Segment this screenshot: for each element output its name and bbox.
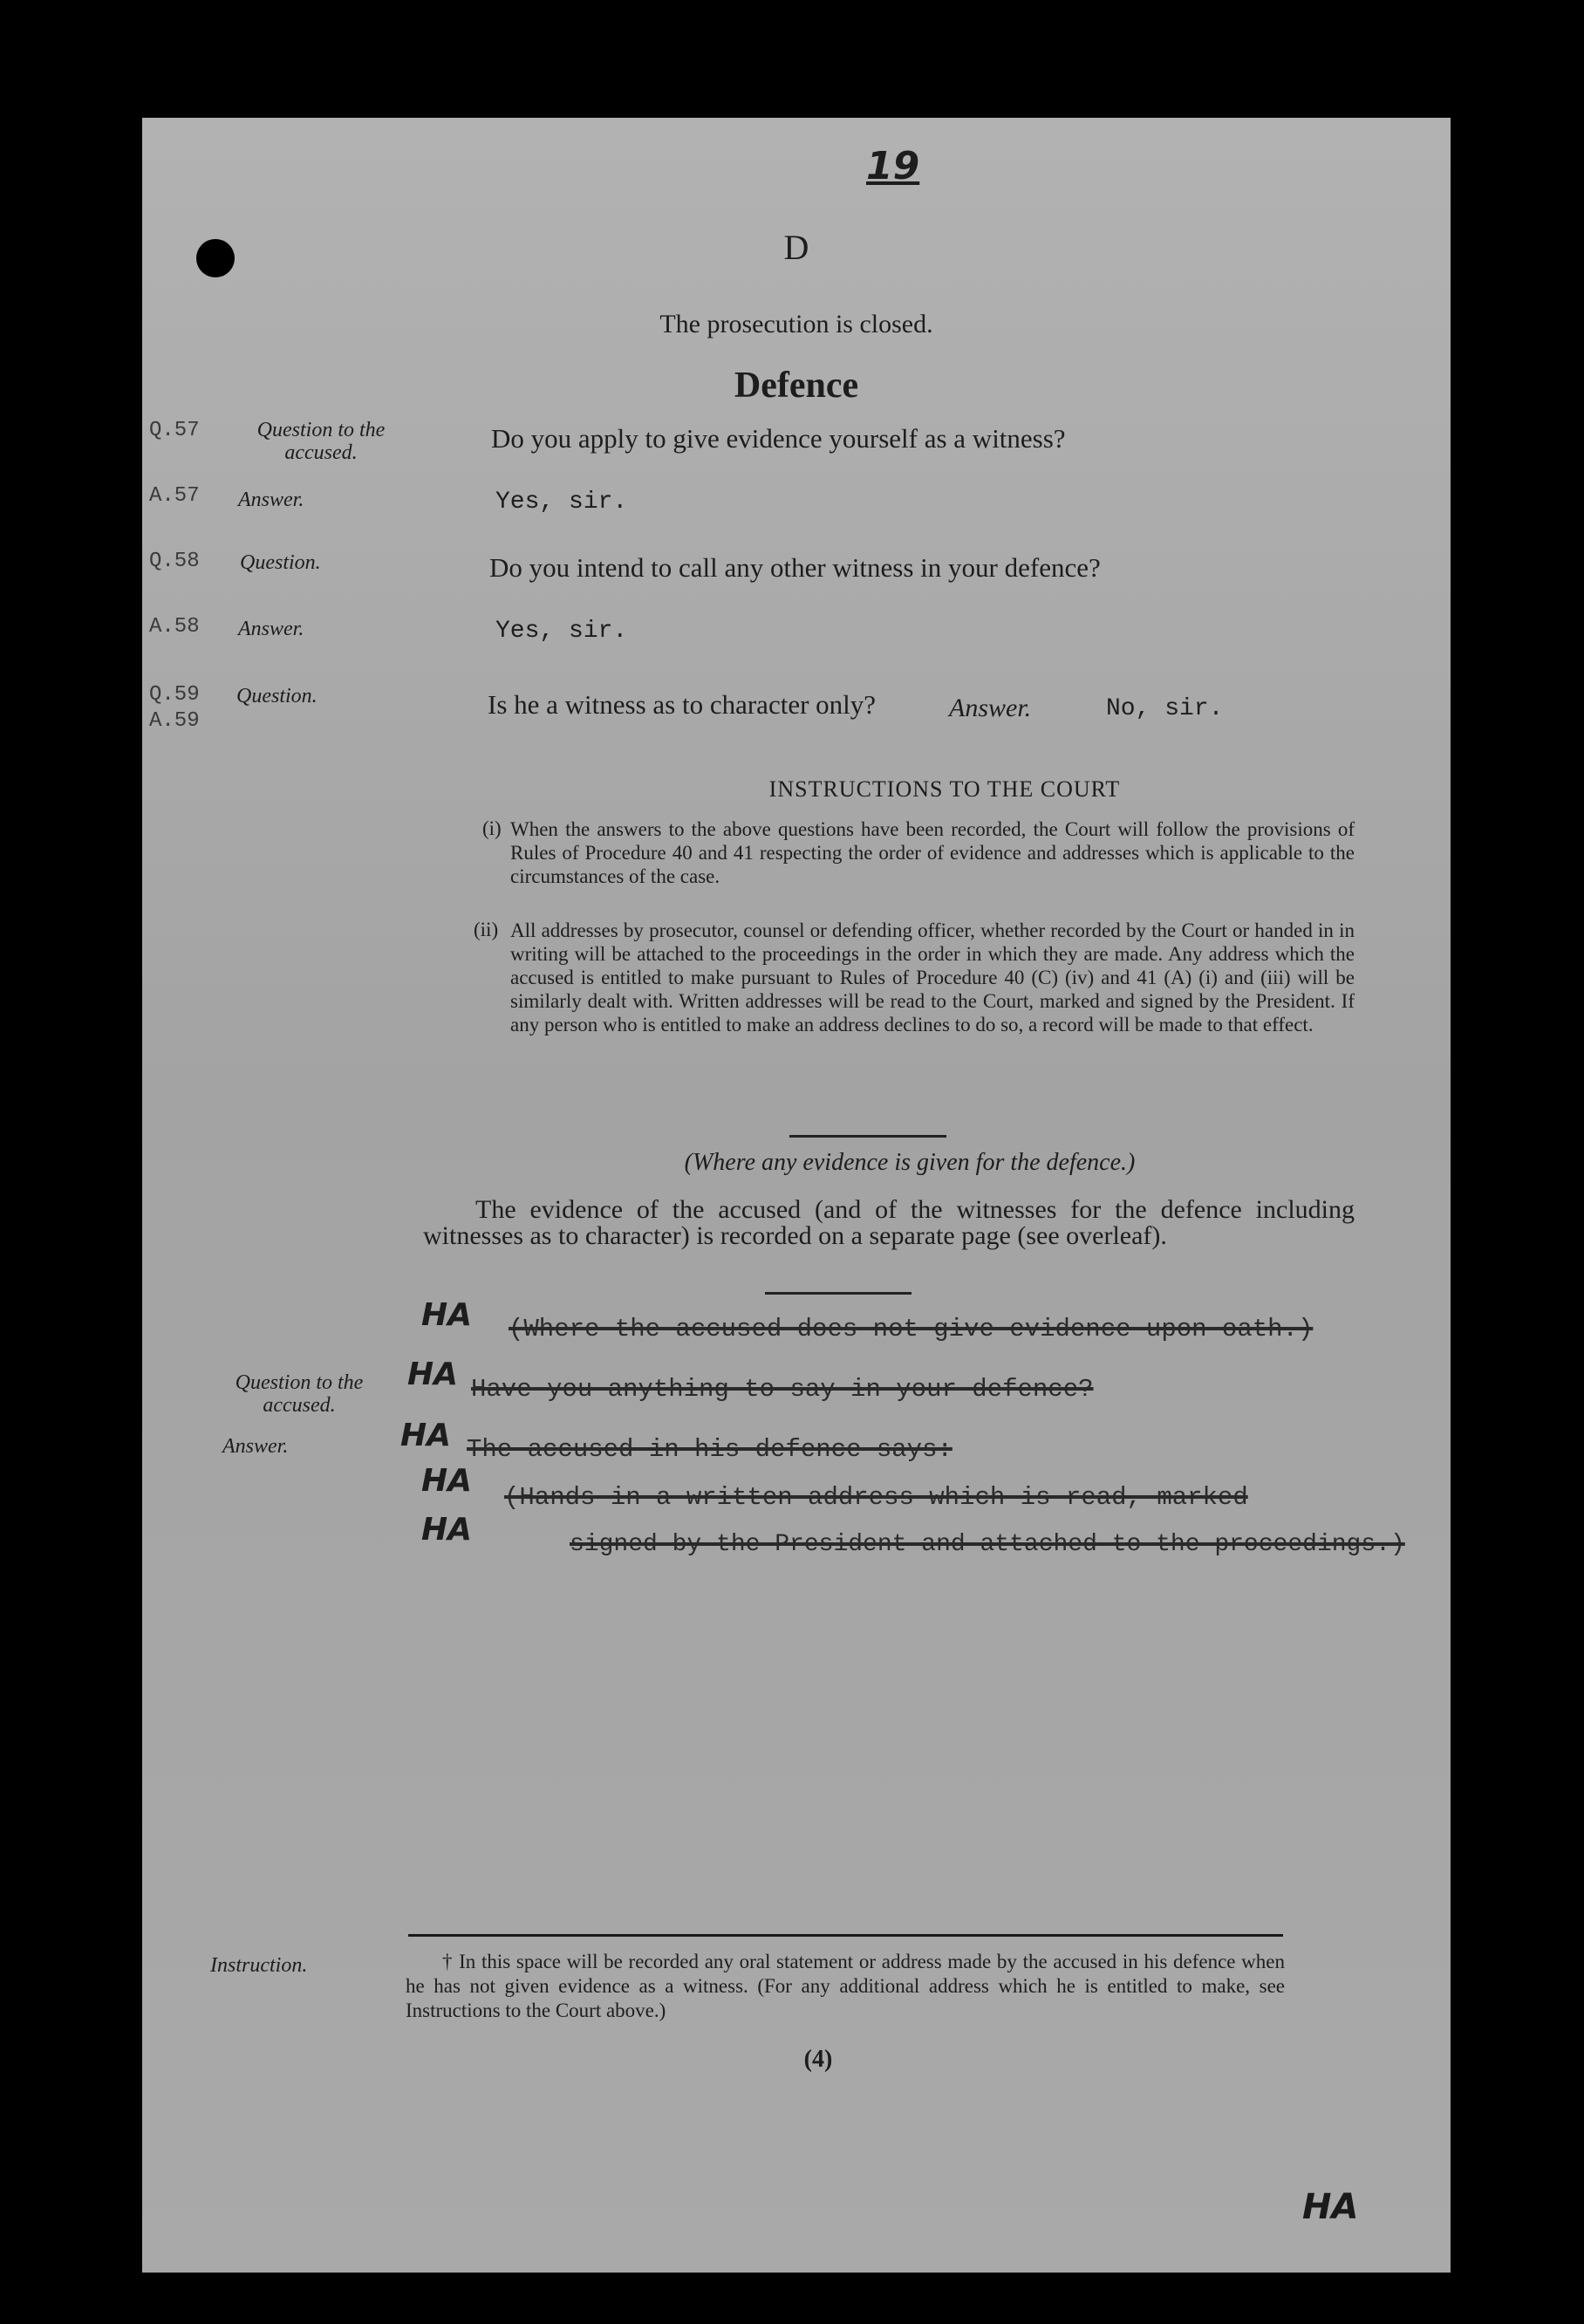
q58-text: Do you intend to call any other witness in your defence? (489, 552, 1101, 583)
a58-text: Yes, sir. (495, 618, 628, 645)
struck-line-5: signed by the President and attached to the proceedings.) (570, 1531, 1405, 1558)
handwritten-page-number: 19 (866, 144, 920, 188)
document-page (142, 118, 1451, 2273)
a57-ref: A.57 (149, 484, 200, 508)
bottom-handwritten-initials: HA (1302, 2187, 1359, 2227)
instruction-2-text: All addresses by prosecutor, counsel or defending officer, whether recorded by the Court or handed in in writing will be attached to the proceedings in the order in which they are made. Any address which the accused is entitled to make pursuant to Rules of Procedure 40 (C) (iv) and 41 (A) (i) and (iii) will be similarly dealt with. Written addresses will be read to the Court, marked and signed by the President. If any person who is entitled to make an address declines to do so, a record will be made to that effect. (510, 919, 1355, 1036)
q59-label: Question. (236, 685, 317, 707)
instruction-2-num: (ii) (474, 919, 499, 940)
q58-ref: Q.58 (149, 550, 200, 573)
section-letter: D (783, 228, 809, 267)
divider-rule-2 (765, 1292, 911, 1295)
footer-instruction-label: Instruction. (210, 1954, 308, 1977)
a57-label: Answer. (238, 489, 304, 511)
struck-margin-label-2: Answer. (222, 1435, 289, 1458)
q58-label: Question. (240, 551, 321, 574)
page-number: (4) (803, 2046, 833, 2073)
instruction-2 (474, 919, 1355, 1036)
instruction-1-text: When the answers to the above questions have been recorded, the Court will follow the provisions of Rules of Procedure 40 and 41 respecting the order of evidence and addresses which is applicable to the circumstances of the case. (510, 818, 1355, 887)
struck-line-3: The accused in his defence says: (467, 1435, 952, 1464)
a57-text: Yes, sir. (495, 489, 628, 516)
instruction-1 (482, 817, 1355, 888)
handwritten-initials: HA (421, 1512, 472, 1548)
q59-ref: Q.59 (149, 683, 200, 707)
handwritten-initials: HA (400, 1418, 451, 1453)
divider-rule (789, 1135, 946, 1138)
defence-evidence-text: The evidence of the accused (and of the witnesses for the defence including witnesses as to character) is recorded on a separate page (see overleaf). (423, 1195, 1355, 1250)
instructions-title: INSTRUCTIONS TO THE COURT (768, 776, 1121, 802)
a59-ref: A.59 (149, 709, 200, 733)
struck-line-4: (Hands in a written address which is read, marked (504, 1483, 1248, 1512)
q59-answer: No, sir. (1106, 695, 1224, 722)
struck-margin-label-1: Question to the accused. (235, 1371, 364, 1417)
q59-text: Is he a witness as to character only? (488, 689, 877, 720)
handwritten-initials: HA (421, 1463, 472, 1499)
defence-evidence-heading: (Where any evidence is given for the defence.) (684, 1149, 1136, 1176)
instruction-1-num: (i) (482, 817, 502, 839)
handwritten-initials: HA (407, 1357, 458, 1392)
q57-ref: Q.57 (149, 419, 200, 442)
handwritten-initials: HA (421, 1297, 472, 1333)
q59-answer-label: Answer. (949, 694, 1032, 722)
a58-label: Answer. (238, 618, 304, 640)
defence-heading: Defence (734, 366, 859, 406)
a58-ref: A.58 (149, 615, 200, 639)
footer-instruction-note: † In this space will be recorded any oral statement or address made by the accused in his defence when he has not given evidence as a witness. (For any additional address which he is entitled to make, see Instructions to the Court above.) (406, 1951, 1285, 2021)
struck-line-2: Have you anything to say in your defence? (471, 1375, 1094, 1404)
footer-rule (408, 1934, 1283, 1937)
struck-line-1: (Where the accused does not give evidence upon oath.) (509, 1315, 1314, 1343)
prosecution-closed: The prosecution is closed. (659, 310, 933, 338)
q57-label: Question to the accused. (256, 419, 386, 464)
q57-text: Do you apply to give evidence yourself as a witness? (491, 423, 1066, 454)
